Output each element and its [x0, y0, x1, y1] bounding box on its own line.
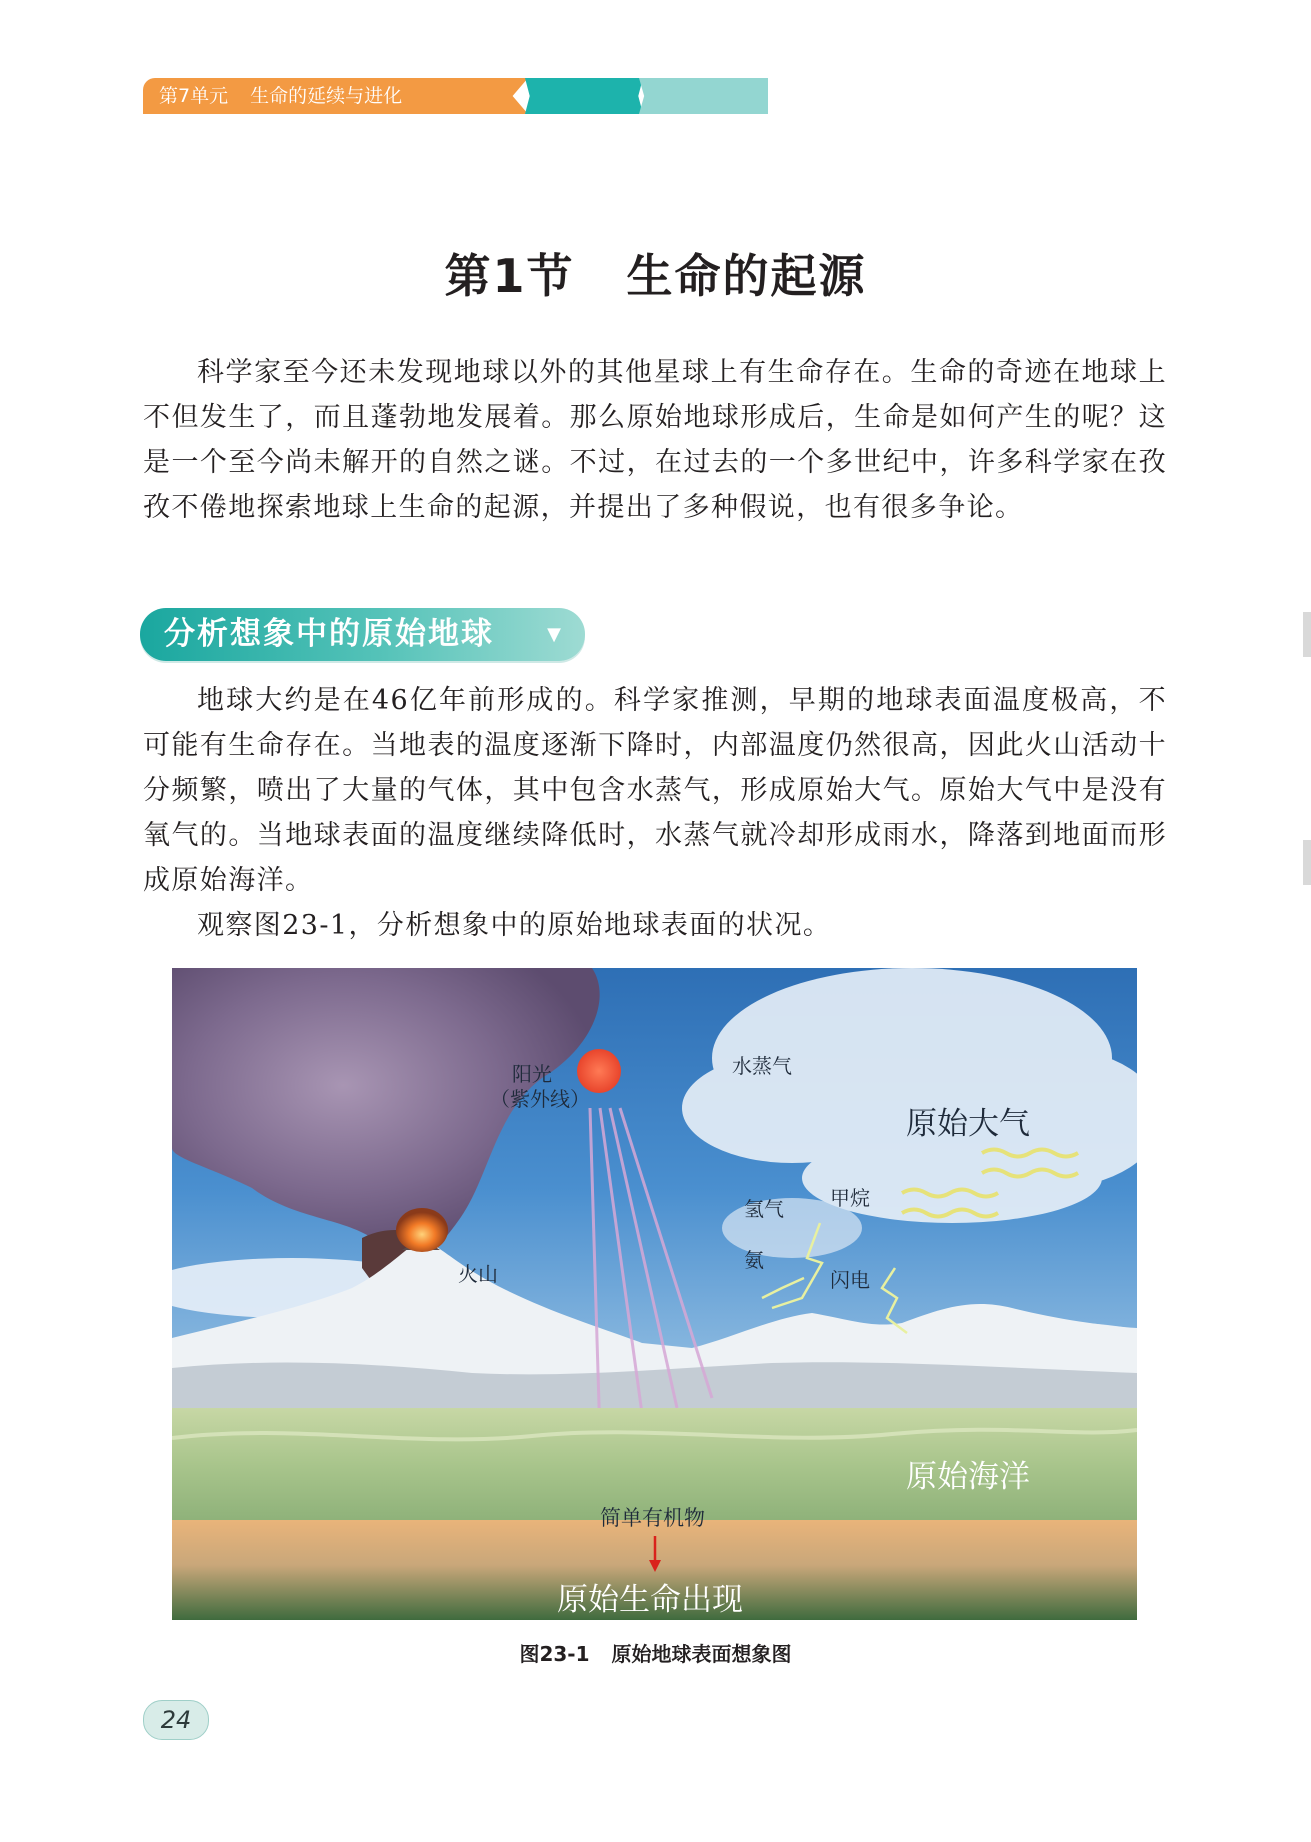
expand-triangle-icon: ▼	[547, 624, 561, 645]
unit-number: 第7单元	[159, 85, 229, 107]
section-number: 第1节	[444, 249, 575, 303]
unit-band-teal-segment	[525, 78, 643, 114]
label-primitive-ocean: 原始海洋	[906, 1459, 1030, 1495]
label-sunlight: 阳光	[512, 1062, 552, 1086]
label-primitive-atmosphere: 原始大气	[906, 1106, 1030, 1142]
page-edge-mark	[1303, 612, 1311, 657]
unit-header-band	[143, 78, 768, 114]
activity-heading-label: 分析想象中的原始地球	[164, 616, 494, 652]
figure-caption	[0, 1638, 1311, 1667]
label-hydrogen: 氢气	[744, 1197, 784, 1221]
label-simple-organics: 简单有机物	[600, 1506, 705, 1530]
section-title	[0, 240, 1311, 306]
label-ammonia: 氨	[744, 1248, 764, 1272]
label-lightning: 闪电	[830, 1268, 870, 1292]
page-number: 24	[143, 1700, 209, 1740]
label-life-appears: 原始生命出现	[557, 1582, 743, 1618]
unit-title	[159, 78, 402, 114]
label-water-vapor: 水蒸气	[732, 1054, 792, 1078]
figure-title: 原始地球表面想象图	[611, 1642, 792, 1666]
label-uv: （紫外线）	[490, 1087, 590, 1111]
volcano-lava	[396, 1208, 448, 1252]
unit-name: 生命的延续与进化	[250, 85, 403, 107]
figure-number: 图23-1	[519, 1642, 590, 1666]
label-volcano: 火山	[458, 1262, 498, 1286]
activity-heading-tab[interactable]	[140, 608, 585, 661]
section-name: 生命的起源	[626, 249, 867, 303]
intro-paragraph: 科学家至今还未发现地球以外的其他星球上有生命存在。生命的奇迹在地球上不但发生了，而且蓬勃地发展着。那么原始地球形成后，生命是如何产生的呢？这是一个至今尚未解开的自然之谜。不过，在过去的一个多世纪中，许多科学家在孜孜不倦地探索地球上生命的起源，并提出了多种假说，也有很多争论。	[143, 357, 1167, 523]
activity-instruction: 观察图23-1，分析想象中的原始地球表面的状况。	[197, 910, 832, 941]
primitive-earth-illustration	[172, 968, 1137, 1620]
label-methane: 甲烷	[830, 1186, 870, 1210]
unit-band-light-segment	[639, 78, 768, 114]
activity-paragraph: 地球大约是在46亿年前形成的。科学家推测，早期的地球表面温度极高，不可能有生命存在。当地表的温度逐渐下降时，内部温度仍然很高，因此火山活动十分频繁，喷出了大量的气体，其中包含水蒸气，形成原始大气。原始大气中是没有氧气的。当地球表面的温度继续降低时，水蒸气就冷却形成雨水，降落到地面而形成原始海洋。	[143, 685, 1167, 896]
page-edge-mark	[1303, 840, 1311, 885]
